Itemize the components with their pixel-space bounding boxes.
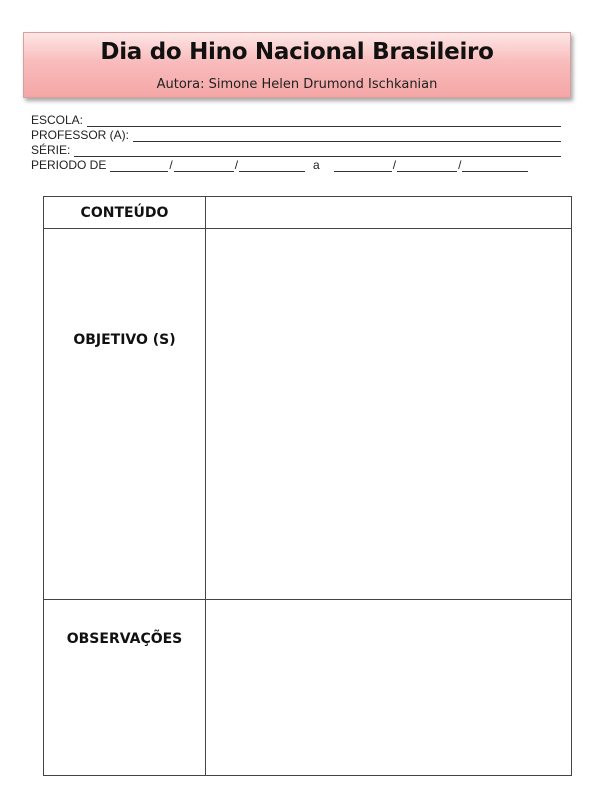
- periodo-label: PERIODO DE: [31, 158, 107, 172]
- start-year-blank[interactable]: [239, 160, 305, 172]
- table-row: [44, 600, 572, 776]
- escola-field: [31, 112, 561, 127]
- document-title: Dia do Hino Nacional Brasileiro: [100, 39, 494, 65]
- conteudo-cell[interactable]: [206, 197, 572, 229]
- objetivo-label: OBJETIVO (S): [73, 332, 176, 348]
- professor-field: [31, 127, 561, 142]
- start-day-blank[interactable]: [110, 160, 168, 172]
- escola-label: ESCOLA:: [31, 113, 84, 127]
- title-banner: [23, 32, 571, 98]
- start-month-blank[interactable]: [174, 160, 234, 172]
- end-year-blank[interactable]: [462, 160, 528, 172]
- observacoes-label-cell: [44, 600, 206, 776]
- conteudo-label: CONTEÚDO: [44, 197, 206, 229]
- date-separator: /: [392, 158, 397, 172]
- professor-blank-line[interactable]: [133, 130, 561, 142]
- periodo-conjunction: a: [313, 158, 320, 172]
- date-separator: /: [169, 158, 173, 172]
- professor-label: PROFESSOR (A):: [31, 128, 130, 142]
- lesson-plan-table: [43, 196, 572, 776]
- end-month-blank[interactable]: [397, 160, 457, 172]
- serie-field: [31, 142, 561, 157]
- observacoes-label: OBSERVAÇÕES: [66, 631, 183, 647]
- periodo-field: [31, 157, 561, 172]
- escola-blank-line[interactable]: [87, 115, 561, 127]
- table-row: [44, 229, 572, 600]
- author-line: Autora: Simone Helen Drumond Ischkanian: [156, 77, 438, 92]
- observacoes-cell[interactable]: [206, 600, 572, 776]
- objetivo-label-cell: [44, 229, 206, 600]
- table-row: [44, 197, 572, 229]
- objetivo-cell[interactable]: [206, 229, 572, 600]
- date-separator: /: [234, 158, 239, 172]
- end-day-blank[interactable]: [334, 160, 392, 172]
- date-separator: /: [458, 158, 462, 172]
- serie-blank-line[interactable]: [74, 145, 561, 157]
- header-fields: [31, 112, 561, 172]
- serie-label: SÉRIE:: [31, 143, 71, 157]
